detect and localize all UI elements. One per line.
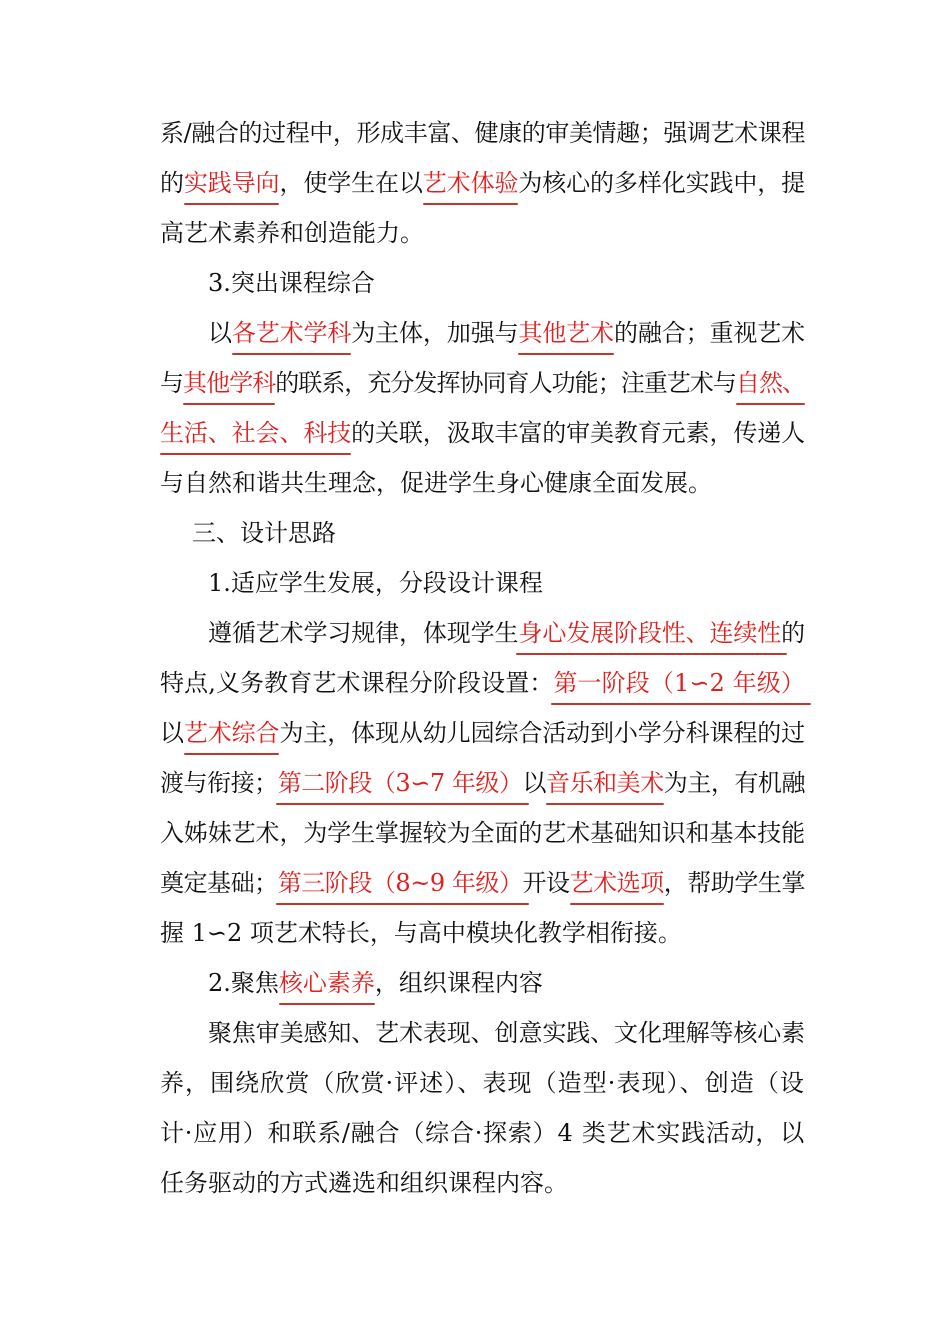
text-line [0,768,950,798]
highlighted-term: 第一阶段（1∽2 年级） [553,669,805,697]
body-text: ，组织课程内容 [374,969,543,997]
body-text: 计·应用）和联系/融合（综合·探索）4 类艺术实践活动，以 [160,1119,805,1147]
body-text: 握 1∽2 项艺术特长，与高中模块化教学相衔接。 [160,919,682,947]
body-text: 以 [160,719,184,747]
highlighted-term: 各艺术学科 [231,319,352,347]
body-text: 2.聚焦 [208,969,279,997]
text-line [0,218,950,248]
text-line [0,418,950,448]
body-text: 奠定基础； [160,869,278,897]
highlighted-term: 核心素养 [278,969,375,997]
body-text: 的关联，汲取丰富的审美教育元素，传递人 [351,419,806,447]
text-line [0,668,950,698]
body-text: 聚焦审美感知、艺术表现、创意实践、文化理解等核心素 [208,1019,805,1047]
highlighted-term: 其他艺术 [518,319,614,347]
text-line [0,718,950,748]
body-text: 为核心的多样化实践中，提 [518,169,806,197]
body-text: 为主，体现从幼儿园综合活动到小学分科课程的过 [279,719,806,747]
text-line [0,268,950,298]
text-line [0,1018,950,1048]
text-line [0,1168,950,1198]
text-line [0,1118,950,1148]
highlighted-term: 生活、社会、科技 [160,419,352,447]
text-line [0,918,950,948]
text-line [0,968,950,998]
body-text: 特点,义务教育艺术课程分阶段设置： [160,669,554,697]
body-text: 遵循艺术学习规律，体现学生 [208,619,519,647]
text-line [0,368,950,398]
body-text: 为主体，加强与 [351,319,519,347]
text-line [0,818,950,848]
text-line [0,568,950,598]
text-line [0,118,950,148]
body-text: 1.适应学生发展，分段设计课程 [208,569,543,597]
highlighted-term: 艺术综合 [183,719,280,747]
highlighted-term: 艺术选项 [569,869,664,897]
body-text: 系/融合的过程中，形成丰富、健康的审美情趣；强调艺术课程 [160,119,805,147]
text-line [0,518,950,548]
body-text: 开设 [522,869,570,897]
text-line [0,318,950,348]
body-text: 与 [160,369,184,397]
body-text: 高艺术素养和创造能力。 [160,219,424,247]
highlighted-term: 身心发展阶段性、连续性 [518,619,782,647]
body-text: 的 [781,619,806,647]
highlighted-term: 第三阶段（8~9 年级） [277,869,523,897]
body-text: 以 [208,319,232,347]
body-text: 入姊妹艺术，为学生掌握较为全面的艺术基础知识和基本技能 [160,819,805,847]
text-line [0,468,950,498]
body-text: 以 [522,769,547,797]
body-text: 与自然和谐共生理念，促进学生身心健康全面发展。 [160,469,712,497]
body-text: 的联系，充分发挥协同育人功能；注重艺术与 [275,369,736,397]
highlighted-term: 实践导向 [183,169,280,197]
body-text: ，使学生在以 [279,169,423,197]
text-line [0,168,950,198]
highlighted-term: 艺术体验 [422,169,519,197]
highlighted-term: 音乐和美术 [546,769,664,797]
body-text: 的融合；重视艺术 [614,319,806,347]
highlighted-term: 第二阶段（3∽7 年级） [277,769,523,797]
body-text: 三、设计思路 [192,519,336,547]
text-line [0,1068,950,1098]
body-text: 渡与衔接； [160,769,278,797]
body-text: 3.突出课程综合 [208,269,375,297]
body-text: 任务驱动的方式遴选和组织课程内容。 [160,1169,568,1197]
body-text: 为主，有机融 [663,769,806,797]
body-text: ，帮助学生掌 [663,869,806,897]
highlighted-term: 自然、 [735,369,806,397]
body-text: 养，围绕欣赏（欣赏·评述）、表现（造型·表现）、创造（设 [160,1069,805,1097]
highlighted-term: 其他学科 [183,369,276,397]
text-line [0,618,950,648]
body-text: 的 [160,169,184,197]
text-line [0,868,950,898]
